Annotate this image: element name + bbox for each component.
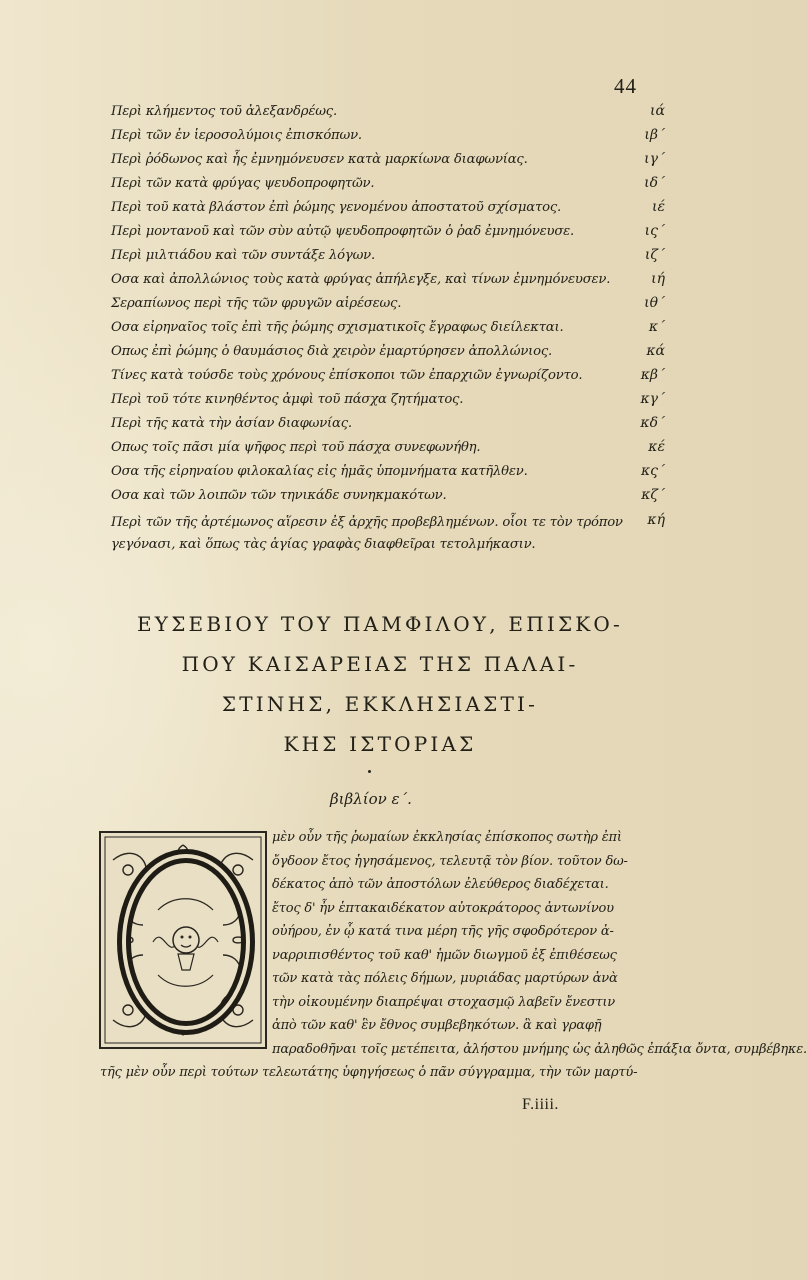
- body-text-line: τῆς μὲν οὖν περὶ τούτων τελεωτάτης ὑφηγήσεως ὁ πᾶν σύγγραμμα, τὴν τῶν μαρτύ-: [100, 1065, 638, 1080]
- toc-entry: [111, 198, 671, 222]
- toc-entry: [111, 342, 671, 366]
- toc-entry: [111, 270, 671, 294]
- body-text-line: τὴν οἰκουμένην διαπρέψαι στοχασμῷ λαβεῖν ἔνεστιν: [272, 994, 615, 1010]
- toc-entry: [111, 222, 671, 246]
- toc-entry-text: Περὶ μοντανοῦ καὶ τῶν σὺν αὐτῷ ψευδοπροφητῶν ὁ ῥαδ ἐμνημόνευσε.: [111, 224, 574, 239]
- toc-entry-number: ιγ΄: [644, 151, 665, 167]
- toc-entry: [111, 246, 671, 270]
- body-text-line: τῶν κατὰ τὰς πόλεις δήμων, μυριάδας μαρτύρων ἀνὰ: [272, 971, 618, 986]
- body-text-line: παραδοθῆναι τοῖς μετέπειτα, ἀλήστου μνήμης ὡς ἀληθῶς ἐπάξια ὄντα, συμβέβηκε.: [272, 1041, 807, 1057]
- toc-entry-number: ις΄: [644, 223, 665, 239]
- toc-entry-number: ιθ΄: [644, 295, 665, 311]
- page-number: 44: [614, 74, 637, 98]
- toc-entry-number: ιά: [650, 103, 665, 119]
- toc-entry-number: ιζ΄: [644, 247, 665, 263]
- body-text-line: ἀπὸ τῶν καθ' ἓν ἔθνος συμβεβηκότων. ἃ καὶ γραφῇ: [272, 1018, 602, 1033]
- toc-entry: [111, 510, 671, 554]
- toc-entry: [111, 126, 671, 150]
- toc-entry: [111, 294, 671, 318]
- heading-line: ΣΤΙΝΗΣ, ΕΚΚΛΗΣΙΑΣΤΙ-: [221, 692, 539, 716]
- toc-entry-number: ιέ: [651, 199, 665, 215]
- toc-entry: [111, 318, 671, 342]
- toc-entry-text: Περὶ ῥόδωνος καὶ ἧς ἐμνημόνευσεν κατὰ μαρκίωνα διαφωνίας.: [111, 152, 528, 167]
- toc-entry-text: Οσα εἰρηναῖος τοῖς ἐπὶ τῆς ῥώμης σχισματικοῖς ἔγραφως διείλεκται.: [111, 320, 564, 335]
- toc-entry-number: ιβ΄: [644, 127, 665, 143]
- book-title-heading: [100, 604, 660, 764]
- body-text-line: μὲν οὖν τῆς ῥωμαίων ἐκκλησίας ἐπίσκοπος σωτὴρ ἐπὶ: [272, 830, 622, 845]
- toc-entry-text: Οπως ἐπὶ ῥώμης ὁ θαυμάσιος διὰ χειρὸν ἐμαρτύρησεν ἀπολλώνιος.: [111, 344, 553, 359]
- toc-entry-number: κς΄: [640, 463, 665, 479]
- body-text-line: δέκατος ἀπὸ τῶν ἀποστόλων ἐλεύθερος διαδέχεται.: [272, 877, 609, 892]
- toc-entry-text: Περὶ τῆς κατὰ τὴν ἀσίαν διαφωνίας.: [111, 416, 352, 431]
- toc-entry-number: κή: [647, 512, 665, 528]
- toc-entry-text: Οσα καὶ ἀπολλώνιος τοὺς κατὰ φρύγας ἀπήλεγξε, καὶ τίνων ἐμνημόνευσεν.: [111, 272, 611, 287]
- toc-entry-number: κγ΄: [640, 391, 665, 407]
- toc-entry: [111, 366, 671, 390]
- toc-entry-text: Περὶ τῶν τῆς ἀρτέμωνος αἵρεσιν ἐξ ἀρχῆς προβεβλημένων. οἷοι τε τὸν τρόπον γεγόνασι, καὶ ὅπως τὰς ἁγίας γραφὰς διαφθεῖραι τετολμήκασιν.: [111, 515, 623, 552]
- body-text-line: οὐήρου, ἐν ᾧ κατά τινα μέρη τῆς γῆς σφοδρότερον ἀ-: [272, 924, 614, 939]
- toc-entry-text: Οσα καὶ τῶν λοιπῶν τῶν τηνικάδε συνηκμακότων.: [111, 488, 447, 503]
- toc-entry-text: Τίνες κατὰ τούσδε τοὺς χρόνους ἐπίσκοποι τῶν ἐπαρχιῶν ἐγνωρίζοντο.: [111, 368, 583, 383]
- toc-entry: [111, 150, 671, 174]
- toc-entry: [111, 174, 671, 198]
- heading-line: ΠΟΥ ΚΑΙΣΑΡΕΙΑΣ ΤΗΣ ΠΑΛΑΙ-: [181, 652, 579, 676]
- heading-line: ΕΥΣΕΒΙΟΥ ΤΟΥ ΠΑΜΦΙΛΟΥ, ΕΠΙΣΚΟ-: [137, 612, 623, 636]
- toc-entry-number: ιή: [651, 271, 665, 287]
- signature-mark: F.iiii.: [522, 1096, 559, 1113]
- toc-entry-text: Περὶ τοῦ τότε κινηθέντος ἀμφὶ τοῦ πάσχα ζητήματος.: [111, 392, 464, 407]
- toc-entry: [111, 414, 671, 438]
- toc-entry-text: Περὶ τῶν ἐν ἱεροσολύμοις ἐπισκόπων.: [111, 128, 362, 143]
- toc-entry-number: κέ: [648, 439, 665, 455]
- toc-entry-text: Περὶ τοῦ κατὰ βλάστον ἐπὶ ῥώμης γενομένου ἀποστατοῦ σχίσματος.: [111, 200, 562, 215]
- body-text-line: ἔτος δ' ἦν ἑπτακαιδέκατον αὐτοκράτορος ἀντωνίνου: [272, 900, 614, 916]
- toc-entry-number: κζ΄: [641, 487, 665, 503]
- toc-entry-text: Περὶ κλήμεντος τοῦ ἀλεξανδρέως.: [111, 104, 337, 119]
- toc-entry-number: κ΄: [648, 319, 665, 335]
- toc-entry-text: Περὶ τῶν κατὰ φρύγας ψευδοπροφητῶν.: [111, 176, 375, 191]
- toc-entry-text: Οσα τῆς εἰρηναίου φιλοκαλίας εἰς ἡμᾶς ὑπομνήματα κατῆλθεν.: [111, 464, 528, 479]
- toc-entry: [111, 438, 671, 462]
- toc-entry-text: Οπως τοῖς πᾶσι μία ψῆφος περὶ τοῦ πάσχα συνεφωνήθη.: [111, 440, 481, 455]
- toc-entry: [111, 486, 671, 510]
- body-text-line: ὄγδοον ἔτος ἡγησάμενος, τελευτᾷ τὸν βίον. τοῦτον δω-: [272, 853, 628, 869]
- toc-entry: [111, 102, 671, 126]
- decorated-initial-image: [98, 830, 268, 1050]
- toc-entry-text: Σεραπίωνος περὶ τῆς τῶν φρυγῶν αἱρέσεως.: [111, 296, 402, 311]
- table-of-contents: [111, 102, 671, 554]
- toc-entry-text: Περὶ μιλτιάδου καὶ τῶν συντάξε λόγων.: [111, 248, 375, 263]
- toc-entry-number: κά: [646, 343, 665, 359]
- ornament-dot: [368, 770, 371, 773]
- heading-line: ΚΗΣ ΙΣΤΟΡΙΑΣ: [283, 732, 477, 756]
- toc-entry: [111, 462, 671, 486]
- book-label: βιβλίον ε΄.: [330, 790, 412, 808]
- toc-entry-number: κδ΄: [640, 415, 665, 431]
- decorated-initial: [98, 830, 268, 1050]
- toc-entry-number: κβ΄: [640, 367, 665, 383]
- body-text-line: ναρριπισθέντος τοῦ καθ' ἡμῶν διωγμοῦ ἐξ ἐπιθέσεως: [272, 947, 617, 963]
- toc-entry: [111, 390, 671, 414]
- toc-entry-number: ιδ΄: [644, 175, 665, 191]
